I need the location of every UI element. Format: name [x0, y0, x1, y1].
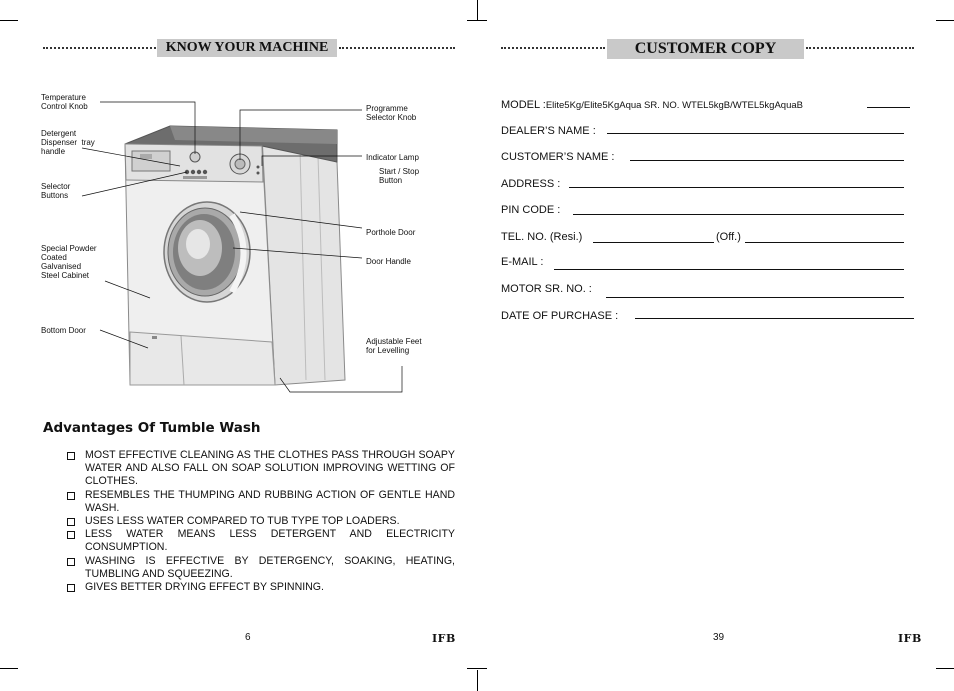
model-values: Elite5Kg/Elite5KgAqua SR. NO. WTEL5kgB/WTEL5kgAquaB	[545, 100, 803, 111]
model-field[interactable]	[867, 107, 910, 108]
tel-resi-label: TEL. NO. (Resi.)	[501, 231, 583, 243]
checkbox-bullet-icon	[67, 584, 75, 592]
callout-adjustable-feet: Adjustable Feet for Levelling	[366, 337, 422, 355]
pin-code-field[interactable]	[573, 214, 904, 215]
crop-mark	[467, 668, 487, 669]
address-label: ADDRESS :	[501, 178, 561, 190]
motor-sr-label: MOTOR SR. NO. :	[501, 283, 592, 295]
tel-off-field[interactable]	[745, 242, 904, 243]
header-dotted-rule	[339, 47, 455, 49]
callout-door-handle: Door Handle	[366, 257, 411, 266]
section-header-customer-copy: CUSTOMER COPY	[607, 39, 804, 59]
page-number: 39	[713, 632, 725, 643]
dealer-name-field[interactable]	[607, 133, 904, 134]
checkbox-bullet-icon	[67, 452, 75, 460]
crop-mark	[0, 20, 18, 21]
crop-mark	[936, 20, 954, 21]
callout-steel-cabinet: Special Powder Coated Galvanised Steel Cabinet	[41, 244, 97, 280]
advantages-list	[67, 449, 455, 594]
crop-mark	[0, 668, 18, 669]
brand-logo: IFB	[432, 632, 456, 645]
motor-sr-field[interactable]	[606, 297, 904, 298]
customer-label: CUSTOMER’S NAME :	[501, 151, 615, 163]
model-row: MODEL :Elite5Kg/Elite5KgAqua SR. NO. WTEL5kgB/WTEL5kgAquaB	[501, 99, 803, 111]
header-dotted-rule	[501, 47, 605, 49]
advantages-heading: Advantages Of Tumble Wash	[43, 420, 261, 436]
checkbox-bullet-icon	[67, 518, 75, 526]
list-item: RESEMBLES THE THUMPING AND RUBBING ACTION OF GENTLE HAND WASH.	[67, 489, 455, 515]
tel-resi-field[interactable]	[593, 242, 714, 243]
crop-mark	[467, 20, 487, 21]
crop-mark	[477, 0, 478, 20]
callout-detergent-tray: Detergent Dispenser tray handle	[41, 129, 95, 156]
callout-indicator-lamp: Indicator Lamp	[366, 153, 419, 162]
list-item: GIVES BETTER DRYING EFFECT BY SPINNING.	[67, 581, 455, 594]
date-of-purchase-field[interactable]	[635, 318, 914, 319]
list-item: MOST EFFECTIVE CLEANING AS THE CLOTHES PASS THROUGH SOAPY WATER AND ALSO FALL ON SOAP SOLUTION IMPROVING WETTING OF CLOTHES.	[67, 449, 455, 489]
header-dotted-rule	[806, 47, 914, 49]
header-dotted-rule	[43, 47, 156, 49]
address-field[interactable]	[569, 187, 904, 188]
pin-code-label: PIN CODE :	[501, 204, 561, 216]
tel-off-label: (Off.)	[716, 231, 741, 243]
callout-selector-buttons: Selector Buttons	[41, 182, 71, 200]
callout-temperature-knob: Temperature Control Knob	[41, 93, 88, 111]
dealer-label: DEALER’S NAME :	[501, 125, 596, 137]
brand-logo: IFB	[898, 632, 922, 645]
crop-mark	[477, 670, 478, 691]
email-field[interactable]	[554, 269, 904, 270]
date-of-purchase-label: DATE OF PURCHASE :	[501, 310, 619, 322]
checkbox-bullet-icon	[67, 558, 75, 566]
page-number: 6	[245, 632, 251, 643]
crop-mark	[936, 668, 954, 669]
list-item: USES LESS WATER COMPARED TO TUB TYPE TOP LOADERS.	[67, 515, 455, 528]
callout-programme-knob: Programme Selector Knob	[366, 104, 417, 122]
email-label: E-MAIL :	[501, 256, 544, 268]
callout-bottom-door: Bottom Door	[41, 326, 86, 335]
callout-porthole-door: Porthole Door	[366, 228, 416, 237]
list-item: WASHING IS EFFECTIVE BY DETERGENCY, SOAKING, HEATING, TUMBLING AND SQUEEZING.	[67, 555, 455, 581]
callout-start-stop: Start / Stop Button	[379, 167, 420, 185]
list-item: LESS WATER MEANS LESS DETERGENT AND ELECTRICITY CONSUMPTION.	[67, 528, 455, 554]
customer-name-field[interactable]	[630, 160, 904, 161]
section-header-know-your-machine: KNOW YOUR MACHINE	[157, 39, 337, 57]
checkbox-bullet-icon	[67, 492, 75, 500]
checkbox-bullet-icon	[67, 531, 75, 539]
